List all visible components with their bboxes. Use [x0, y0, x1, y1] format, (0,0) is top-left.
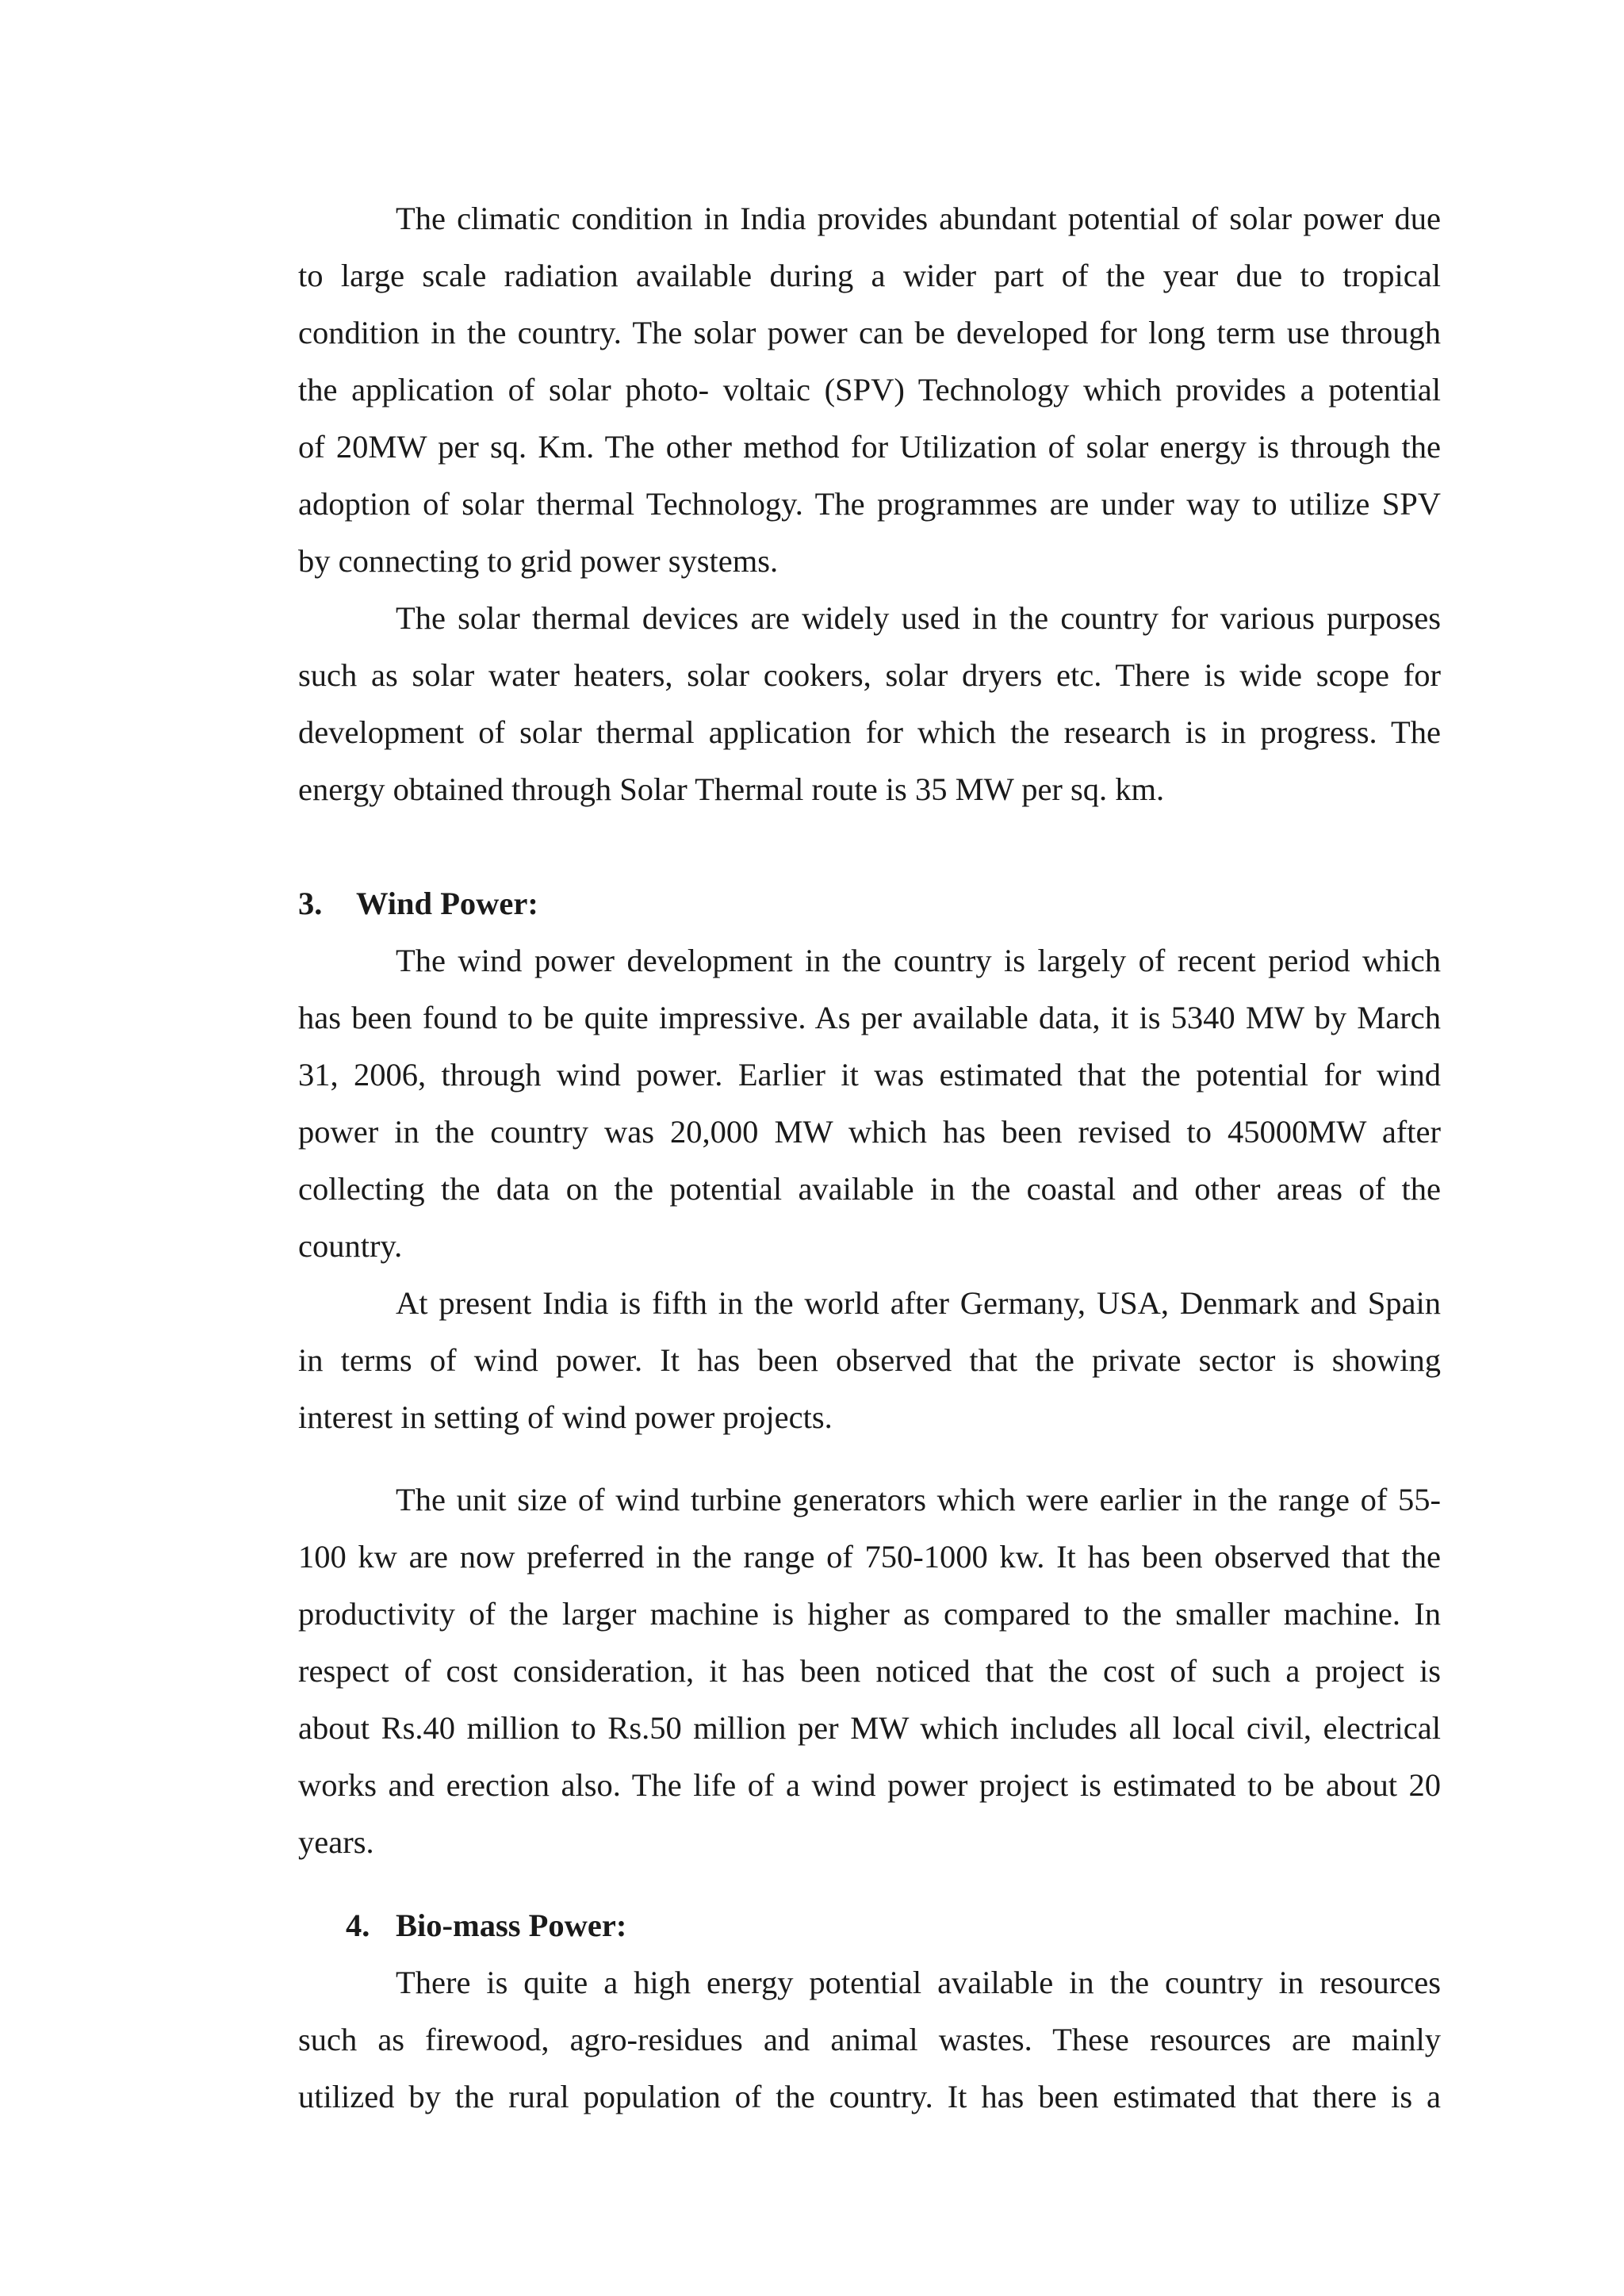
paragraph-line: productivity of the larger machine is higher as compared to the smaller machine. In: [298, 1596, 1441, 1632]
paragraph-line: years.: [298, 1824, 374, 1860]
paragraph-line: 31, 2006, through wind power. Earlier it was estimated that the potential for wind: [298, 1057, 1441, 1093]
section-heading: [298, 1897, 1441, 1954]
paragraph-line: country.: [298, 1228, 403, 1264]
paragraph-line: respect of cost consideration, it has been noticed that the cost of such a project is: [298, 1653, 1441, 1689]
section-title: Wind Power:: [356, 886, 538, 921]
paragraph-line: such as solar water heaters, solar cookers, solar dryers etc. There is wide scope for: [298, 657, 1441, 693]
paragraph-line: energy obtained through Solar Thermal route is 35 MW per sq. km.: [298, 771, 1165, 807]
paragraph-line: about Rs.40 million to Rs.50 million per MW which includes all local civil, electrical: [298, 1710, 1441, 1746]
paragraph: [298, 1275, 1441, 1446]
paragraph-line: power in the country was 20,000 MW which has been revised to 45000MW after: [298, 1114, 1441, 1150]
paragraph: [298, 1954, 1441, 2126]
paragraph-line: in terms of wind power. It has been observed that the private sector is showing: [298, 1342, 1441, 1378]
paragraph-line: utilized by the rural population of the country. It has been estimated that there is a: [298, 2079, 1441, 2114]
section-number: 3.: [298, 886, 323, 921]
paragraph-line: the application of solar photo- voltaic (SPV) Technology which provides a potential: [298, 372, 1441, 408]
paragraph-line: There is quite a high energy potential available in the country in resources: [396, 1965, 1441, 2000]
paragraph: [298, 190, 1441, 590]
paragraph-line: development of solar thermal application for which the research is in progress. The: [298, 714, 1441, 750]
section-number: 4.: [346, 1908, 370, 1943]
paragraph: [298, 932, 1441, 1275]
paragraph-line: The unit size of wind turbine generators which were earlier in the range of 55-: [396, 1482, 1441, 1517]
paragraph-line: At present India is fifth in the world after Germany, USA, Denmark and Spain: [396, 1285, 1441, 1321]
paragraph: [298, 1471, 1441, 1871]
paragraph-line: The solar thermal devices are widely used in the country for various purposes: [396, 600, 1441, 636]
paragraph-line: 100 kw are now preferred in the range of 750-1000 kw. It has been observed that the: [298, 1539, 1441, 1575]
paragraph-line: to large scale radiation available during a wider part of the year due to tropical: [298, 258, 1441, 293]
paragraph-line: The wind power development in the country is largely of recent period which: [396, 943, 1441, 978]
paragraph-line: by connecting to grid power systems.: [298, 543, 779, 579]
paragraph-line: The climatic condition in India provides abundant potential of solar power due: [396, 201, 1441, 236]
paragraph-line: collecting the data on the potential available in the coastal and other areas of the: [298, 1171, 1441, 1207]
paragraph-line: condition in the country. The solar power can be developed for long term use through: [298, 315, 1441, 350]
paragraph-line: such as firewood, agro-residues and animal wastes. These resources are mainly: [298, 2022, 1441, 2057]
paragraph: [298, 590, 1441, 818]
section-title: Bio-mass Power:: [396, 1908, 627, 1943]
text-column: [298, 190, 1441, 2126]
paragraph-line: of 20MW per sq. Km. The other method for Utilization of solar energy is through the: [298, 429, 1441, 465]
paragraph-line: interest in setting of wind power projects.: [298, 1399, 833, 1435]
section-heading: [298, 875, 1441, 932]
paragraph-line: has been found to be quite impressive. As per available data, it is 5340 MW by March: [298, 1000, 1441, 1035]
paragraph-line: works and erection also. The life of a wind power project is estimated to be about 20: [298, 1767, 1441, 1803]
paragraph-line: adoption of solar thermal Technology. The programmes are under way to utilize SPV: [298, 486, 1441, 522]
